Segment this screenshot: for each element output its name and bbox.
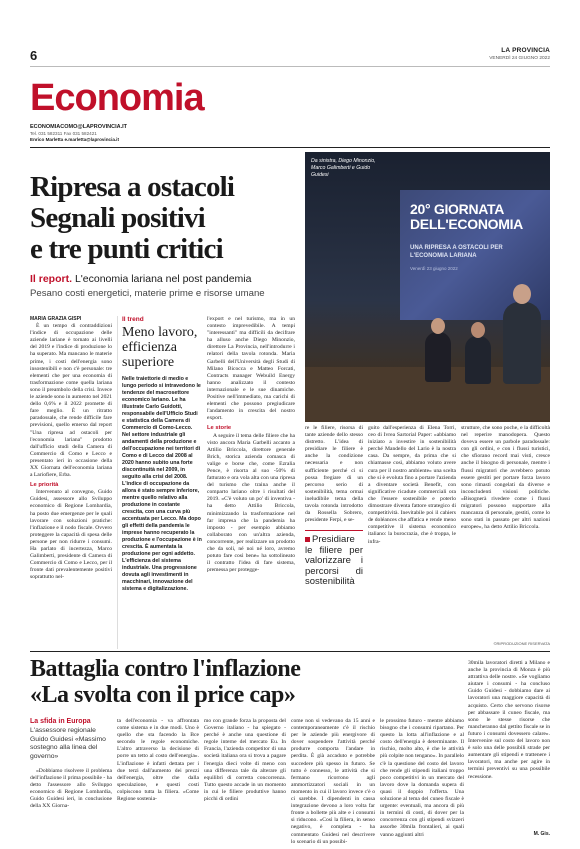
article-subtitle: Pesano costi energetici, materie prime e risorse umane (30, 288, 265, 299)
second-column-5 (380, 718, 464, 838)
second-side-text: L'assessore regionale Guido Guidesi «Massimo sostegno alla linea del governo» (30, 727, 106, 760)
second-column-3 (204, 718, 286, 838)
second-column-4 (291, 718, 375, 845)
second-signature: M. Gis. (533, 831, 550, 837)
person-left (425, 332, 451, 382)
person-center-head (471, 322, 485, 338)
byline: MARIA GRAZIA GISPI (30, 316, 82, 322)
person-right-head (513, 284, 531, 304)
section-phone: Tel. 031 582311 Fax 031 582421 (30, 131, 97, 136)
trend-title: Meno lavoro, efficienza superiore (122, 325, 198, 370)
column-4-text: re le filiere, risorsa di tante aziende dello stesso distretto. L'idea di presidiare le filiere è anche la condizione necessaria e non sufficiente perché ci si possa fregiare di un percorso serio di sostenibilità, tema ormai ineludibile tema della tavola rotonda introdotto da Rossella Sobrero, presidente Ferpi, e se- (305, 425, 363, 524)
article-column-3 (207, 316, 295, 649)
second-column-3-text: mo con grande forza la proposta del Governo italiano - ha spiegato - perché è anche una questione di regole interne del mercato Eu. In Francia, l'azienda competitor di una società italiana ora si trova a pagare l'energia dieci volte di meno con una differenza tale da alterare gli equilibri di corretta concorrenza. Tutto questo accade in un momento in cui le filiere produttive hanno picchi di ordini (204, 718, 286, 803)
photo-caption: Da sinistra, Diego Minonzio, Marco Galimberti e Guido Guidesi (311, 158, 376, 178)
pull-quote (305, 530, 363, 588)
person-right (503, 302, 541, 384)
kicker-label: Il report. (30, 273, 73, 285)
second-kicker: La sfida in Europa (30, 718, 91, 725)
event-photo (305, 152, 550, 422)
second-headline-line-2: «La svolta con il price cap» (30, 682, 296, 708)
article-column-6 (461, 425, 550, 641)
section-editor: Enrico Marletta e.marletta@laprovincia.it (30, 137, 119, 142)
page-number: 6 (30, 48, 38, 63)
column-3b-text: A seguire il tema delle filiere che ha visto ancora Maria Garbelli accanto a Attilio Briccola, direttore generale Brich, storica azienda comasca di valige e borse che, come Ezralia Pence, è risorta al suo -50% di fatturato e ora vola alta con una ripresa del turismo che traina anche il comparto lariano oltre i risultati del 2019. «C'è voluto un po' di inventiva - ha detto Attilio Briccola, minimizzando la trasformazione nel far impresa che la pandemia ha imposto - per esempio abbiamo collaborato con un'altra azienda, concorrente, per realizzare un prodotto che da soli, né noi né loro, avremo potuto fare così bene» ha sottolineato il contratto l'idea di fare sistema, premessa per protegge- (207, 432, 295, 574)
column-6-text: strutture, che sono poche, e la difficoltà nel reperire manodopera. Questo doveva essere un parbole paradossale: con gli ordini, e con i flussi turistici, che sfiorano record mai visti, cresce anche il bisogno di personale, mentre i flussi migratori che avrebbero potuto essere gestiti per portare forza lavoro sono rimasti congelati da diverse e inconcludenti visioni politiche. «Bisognerà rivedere come i flussi migratori possono supportare alla mancanza di personale, gestiti, come lo sono stati in passato per altri nazioni europee», ha detto Attilio Briccola. (461, 425, 550, 531)
main-headline (30, 172, 295, 265)
column-1-text: È un tempo di contraddizioni l'indice di occupazione delle aziende lariane è tornato ai livelli del 2019 e l'indice di produzione lo ha superato. Ma mancano le materie prime, i costi dell'energia sono insostenibili e non c'è personale: tre elementi che per una economia di trasformazione come quella lariana sono il preambolo della crisi. Invece le aziende sono in aumento nel 2021 dello 0,6% e il 2022 promette di fare meglio. È un ritratto paradossale, che rende difficile fare previsioni, quello emerso dal report "Una ripresa ad ostacoli per l'economia lariana" prodotto dall'ufficio studi della Camera di Commercio di Como e Lecco e presentato ieri in occasione della XX Giornata dell'economia lariana a Lariofiere, Erba. (30, 323, 112, 479)
column-5-text: guito dall'esperienza di Elena Torri, ceo di Ivrea Sartorial Paper: «abbiamo iniziato a investire in sostenibilità perché Mandello del Lario è la nostra casa. Da sempre, da prima che si chiamasse così, abbiamo voluto avere cura per il nostro ambiente» una scelta che si è evoluta fino a portare l'azienda a diventare società Benefit, con significative ricadute commerciali ora che l'essere sostenibile e poterlo dimostrare diventa fattore strategico di competitività. Inevitabile poi il cahiers de doléances che affatica e rende meno competitive il sistema economico italiano: la burocrazia, che è troppa, le infra- (368, 425, 456, 545)
person-left-head (431, 318, 445, 334)
second-column-2-text: ta dell'economia - va affrontata come sistema e in due modi. Uno è quello che sta facendo la Bce secondo le regole economiche. L'altro attraverso la decisione di porre un tetto al costo dell'energia». L'inflazione è infatti dettata per i due terzi dall'aumento dei prezzi dell'energia, oltre che dalla speculazione, e questi costi colpiscono tutta la filiera. «Come Regione sostenia- (117, 718, 199, 803)
second-column-2 (117, 718, 199, 838)
second-headline-line-1: Battaglia contro l'inflazione (30, 656, 301, 682)
kicker (30, 273, 295, 286)
column-3-text: l'export e nel turismo, ma in un contesto imprevedibile. A tempi "interessanti" ma difficili da decifrare ha alluso anche Diego Minonzio, direttore La Provincia, nell'introdurre i relatori della tavola rotonda. Maria Garbelli dell'Università degli Studi di Milano Bicocca e Matteo Forcati, Contracts manager Webuild Energy hanno analizzato il contesto internazionale e le sue dinamiche. Positive nell'immediato, ma carichi di elementi che possono pregiudicare l'andamento in crescita del nostro export. (207, 316, 295, 422)
second-column-1 (30, 768, 112, 838)
section-email[interactable]: ECONOMIACOMO@LAPROVINCIA.IT (30, 124, 128, 130)
column-1b-text: Intervenuto al convegno, Guido Guidesi, assessore allo Sviluppo economico di Regione Lombardia, ha posto due emergenze per le quali lavorare con soluzioni pratiche: l'inflazione e il nodo fiscale. Ovvero proteggere la capacità di spesa delle persone per non ridurre i consumi. Ha parlato di incertezza, Marco Galimberti, presidente di Camera di Commercio di Como e Lecco, per il fronte dati prevalentemente positivi soprattutto nel- (30, 489, 112, 581)
subhead-priorita: Le priorità (30, 482, 59, 489)
pull-quote-marker (305, 537, 310, 542)
section-rule (30, 147, 550, 148)
screen-subtitle: UNA RIPRESA A OSTACOLI PER L'ECONOMIA LARIANA (410, 245, 503, 259)
trend-label: Il trend (122, 316, 144, 323)
headline-line-1: Ripresa a ostacoli (30, 171, 235, 203)
issue-date: VENERDÌ 24 GIUGNO 2022 (489, 56, 550, 61)
second-column-4-text: come non si vedevano da 15 anni e contemporaneamente c'è il rischio per le aziende più energivore di dover sospendere l'attività perché produrre comporta l'andare in perdita. È già accaduto e potrebbe succedere più spesso in futuro. Se tutto è connesso, le attività che si fermano ricorrono agli ammortizzatori sociali in un momento in cui il lavoro invece c'è o ci sarebbe. I dipendenti in cassa integrazione devono a loro volta far fronte a bollette più alte e i consumi si riducono. «Così la filiera, in senso negativo, è completa - ha commentato Guidesi nel descrivere lo scenario di un possibi- (291, 718, 375, 845)
second-sidebar (30, 718, 112, 761)
subhead-storie: Le storie (207, 425, 232, 432)
second-column-6 (468, 660, 550, 830)
second-column-1-text: «Dobbiamo risolvere il problema dell'inflazione il prima possibile - ha detto l'assessore allo Sviluppo economico di Regione Lombardia, Guido Guidesi ieri, in conclusione della XX Giorna- (30, 768, 112, 810)
masthead: LA PROVINCIA (501, 47, 550, 54)
kicker-text: L'economia lariana nel post pandemia (74, 273, 252, 285)
headline-line-3: e tre punti critici (30, 233, 223, 265)
article-column-4 (305, 425, 363, 649)
article-divider (30, 651, 550, 652)
screen-title: 20° GIORNATA DELL'ECONOMIA (410, 201, 523, 232)
trend-text: Nelle traiettorie di medio e lungo periodo si intravedono le tendenze del macrosettore economico lariano. Le ha illustrate Carlo Guidotti, responsabile dell'Ufficio Studi e statistica della Camera di Commercio di Como-Lecco. Nel settore industriale gli andamenti della produzione e dell'occupazione nei territori di Como e di Lecco dal 2008 al 2020 hanno subito una forte discontinuità nel 2009, in seguito alla crisi del 2008. L'indice di occupazione da allora è stato sempre inferiore, mentre quello relativo alla produzione in costante crescita, con una curva più accentuata per Lecco. Ma dopo gli effetti della pandemia le imprese hanno recuperato la produzione e l'occupazione è in crescita. È aumentata la produzione per ogni addetto. L'efficienza del sistema industriale. Una progressione dovuta agli investimenti in macchinari, innovazione del sistema e digitalizzazione. (122, 376, 202, 592)
article-column-5 (368, 425, 456, 649)
headline-line-2: Segnali positivi (30, 202, 205, 234)
trend-box (117, 316, 202, 649)
article-column-1 (30, 316, 112, 649)
screen-date: Venerdì 23 giugno 2022 (410, 266, 458, 271)
copyright-credit: ©RIPRODUZIONE RISERVATA (493, 641, 550, 646)
second-column-5-text: le prossimo futuro - mentre abbiamo bisogno che i consumi ripartano. Per questo la lotta all'inflazione e al costo dell'energia è determinante. Il rischio, molto alto, è che le attività più colpite non tengano». In parallelo c'è la questione del costo del lavoro che rende gli stipendi italiani troppo poco competitivi in un mercato del lavoro dove la domanda supera di quasi il doppio l'offerta. Una soluzione al tema del cuneo fiscale è urgente: eventuali, ma ancora di più in termini di costi, di dover per la concorrenza con gli stipendi svizzeri assorbe 30mila frontalieri, ai quali vanno aggiunti altri (380, 718, 464, 838)
person-center (465, 336, 491, 384)
second-column-6-text: 30mila lavoratori diretti a Milano e anche la provincia di Monza è più attrattiva delle nostre. «Se vogliamo aiutare i consumi - ha concluso Guido Guidesi - dobbiamo dare ai lavoratori una maggiore capacità di acquisto. Certo che servono risorse per abbassare il cuneo fiscale, ma sono le stesse risorse che mancheranno dal gettito fiscale se in futuro i consumi dovessero calare». Intervenire sul costo del lavoro non è solo una delle possibili strade per aumentare gli stipendi e trattenere i lavoratori, ma anche per agire in termini preventivi su una possibile recessione. (468, 660, 550, 780)
header-rule (30, 66, 550, 67)
section-title: Economia (30, 77, 204, 119)
pull-quote-text: Presidiare le filiere per valorizzare i percorsi di sostenibilità (305, 534, 363, 588)
